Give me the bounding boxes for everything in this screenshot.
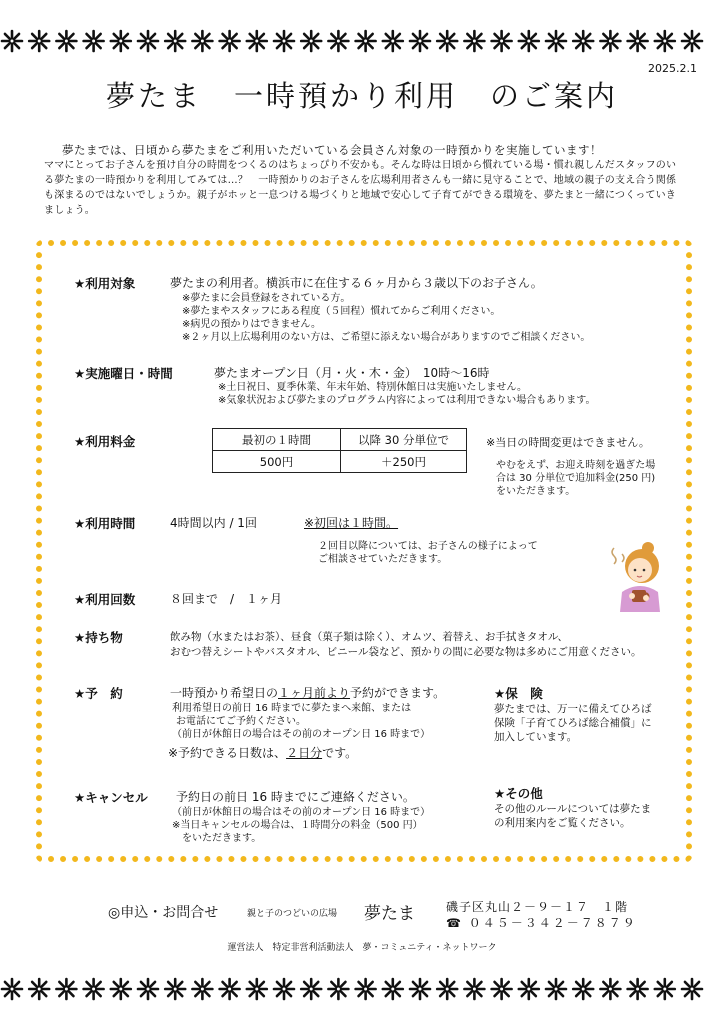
target-note: ※２ヶ月以上広場利用のない方は、ご希望に添えない場合がありますのでご相談ください。 (182, 332, 591, 343)
fee-heading: ★利用料金 (74, 434, 136, 449)
flower-ornament (192, 979, 212, 999)
schedule-note: ※土日祝日、夏季休業、年末年始、特別休館日は実施いたしません。 (218, 382, 527, 393)
flower-ornament (437, 31, 457, 51)
flower-ornament (600, 979, 620, 999)
address: 磯子区丸山２－９－１７ １階 (446, 900, 629, 914)
flower-ornament (2, 31, 22, 51)
reservation-note: お電話にてご予約ください。 (176, 716, 306, 727)
duration-note: ご相談させていただきます。 (318, 554, 448, 565)
issue-date: 2025.2.1 (648, 62, 697, 75)
flower-ornament (383, 31, 403, 51)
flower-ornament (220, 979, 240, 999)
schedule-notes (218, 381, 595, 407)
flower-ornament (247, 31, 267, 51)
fee-header-first-hour: 最初の１時間 (213, 429, 341, 451)
flower-ornament (138, 979, 158, 999)
target-note: ※夢たまやスタッフにある程度（５回程）慣れてからご利用ください。 (182, 306, 501, 317)
count-heading: ★利用回数 (74, 592, 136, 607)
reservation-days-pre: ※予約できる日数は、 (168, 746, 287, 760)
fee-value-additional: ＋250円 (341, 451, 467, 473)
duration-heading: ★利用時間 (74, 516, 136, 531)
reservation-text (170, 684, 445, 701)
fee-note-line: やむをえず、お迎え時刻を過ぎた場 (496, 460, 656, 471)
items-lines (170, 630, 641, 660)
other-line: その他のルールについては夢たま (494, 803, 652, 815)
flower-ornament (111, 979, 131, 999)
cancel-heading: ★キャンセル (74, 790, 148, 805)
reservation-text-underlined: １ヶ月前より (278, 686, 351, 700)
other-lines (494, 802, 651, 830)
insurance-line: 加入しています。 (494, 731, 578, 743)
target-note: ※夢たまに会員登録をされている方。 (182, 293, 351, 304)
flower-ornament (56, 979, 76, 999)
flower-ornament (383, 979, 403, 999)
schedule-heading: ★実施曜日・時間 (74, 366, 173, 381)
flower-ornament (356, 979, 376, 999)
other-line: の利用案内をご覧ください。 (494, 817, 631, 829)
flower-ornament (84, 31, 104, 51)
decorative-border-bottom (0, 976, 724, 1002)
duration-text: 4時間以内 / 1回 (170, 516, 257, 530)
flower-ornament (56, 31, 76, 51)
flower-ornament (464, 31, 484, 51)
flower-ornament (138, 31, 158, 51)
flower-ornament (492, 31, 512, 51)
contact-subtitle: 親と子のつどいの広場 (247, 909, 338, 919)
cancel-text: 予約日の前日 16 時までにご連絡ください。 (176, 790, 415, 804)
schedule-note: ※気象状況および夢たまのプログラム内容によっては利用できない場合もあります。 (218, 395, 596, 406)
reservation-days-post: です。 (322, 746, 358, 760)
other-heading: ★その他 (494, 786, 543, 801)
org-name: 夢たま (364, 904, 415, 924)
fee-note-line: をいただきます。 (496, 486, 576, 497)
fee-note-overtime (496, 459, 655, 498)
insurance-line: 夢たまでは、万一に備えてひろば (494, 703, 652, 715)
target-note: ※病児の預かりはできません。 (182, 319, 321, 330)
reservation-note: （前日が休館日の場合はその前のオープン日 16 時まで） (172, 729, 431, 740)
flower-ornament (165, 31, 185, 51)
contact-label: ◎申込・お問合せ (108, 905, 219, 921)
cancel-note: ※当日キャンセルの場合は、１時間分の料金（500 円） (172, 820, 423, 831)
flower-ornament (328, 31, 348, 51)
flower-ornament (464, 979, 484, 999)
count-text: ８回まで / １ヶ月 (170, 592, 283, 606)
flower-ornament (2, 979, 22, 999)
target-heading: ★利用対象 (74, 276, 136, 291)
woman-with-mug-illustration (604, 540, 676, 616)
flower-ornament (192, 31, 212, 51)
flower-ornament (573, 979, 593, 999)
items-line: おむつ替えシートやバスタオル、ビニール袋など、預かりの間に必要な物は多めにご用意ください。 (170, 646, 642, 658)
fee-table (212, 428, 467, 473)
items-heading: ★持ち物 (74, 630, 123, 645)
flower-ornament (410, 31, 430, 51)
reservation-text-post: 予約ができます。 (350, 686, 446, 700)
flower-ornament (274, 31, 294, 51)
flower-ornament (682, 31, 702, 51)
cancel-note: （前日が休館日の場合はその前のオープン日 16 時まで） (172, 807, 431, 818)
flower-ornament (220, 31, 240, 51)
flower-ornament (165, 979, 185, 999)
phone-number: ☎ ０４５－３４２－７８７９ (446, 916, 637, 930)
duration-notes (318, 540, 538, 566)
flower-ornament (356, 31, 376, 51)
flower-ornament (519, 31, 539, 51)
flower-ornament (437, 979, 457, 999)
cancel-notes (172, 806, 430, 845)
duration-note: ２回目以降については、お子さんの様子によって (318, 541, 538, 552)
target-notes (182, 292, 590, 344)
insurance-line: 保険「子育てひろば総合補償」に (494, 717, 652, 729)
intro-body: ママにとってお子さんを預け自分の時間をつくるのはちょっぴり不安かも。そんな時は日頃から慣れている場・慣れ親しんだスタッフのいる夢たまの一時預かりを利用してみては…？ 一時預かりのお子さんを広場利用者さんも一緒に見守ることで、地域の親子の支え合う関係も深まるのではないでしょうか。親子がホッと一息つける場づくりと地域で安心して子育てができる環境を、夢たまと一緒につくっていきましょう。 (44, 160, 677, 216)
fee-note-line: 合は 30 分単位で追加料金(250 円) (496, 473, 656, 484)
duration-first-note: ※初回は１時間。 (304, 516, 399, 530)
fee-value-first-hour: 500円 (213, 451, 341, 473)
reservation-note: 利用希望日の前日 16 時までに夢たまへ来館、または (172, 703, 412, 714)
flower-ornament (29, 979, 49, 999)
flower-ornament (29, 31, 49, 51)
fee-header-additional: 以降 30 分単位で (341, 429, 467, 451)
flower-ornament (628, 979, 648, 999)
insurance-lines (494, 702, 652, 744)
flower-ornament (492, 979, 512, 999)
reservation-heading: ★予 約 (74, 686, 123, 701)
flower-ornament (111, 31, 131, 51)
flower-ornament (519, 979, 539, 999)
fee-note-change: ※当日の時間変更はできません。 (486, 436, 650, 449)
flower-ornament (410, 979, 430, 999)
insurance-heading: ★保 険 (494, 686, 543, 701)
reservation-notes (172, 702, 430, 741)
reservation-text-pre: 一時預かり希望日の (170, 686, 279, 700)
flower-ornament (682, 979, 702, 999)
cancel-note: をいただきます。 (172, 833, 262, 844)
target-text: 夢たまの利用者。横浜市に在住する６ヶ月から３歳以下のお子さん。 (170, 276, 543, 290)
intro-lead: 夢たまでは、日頃から夢たまをご利用いただいている会員さん対象の一時預かりを実施しています！ (62, 143, 602, 157)
flower-ornament (546, 979, 566, 999)
flower-ornament (274, 979, 294, 999)
flower-ornament (600, 31, 620, 51)
flower-ornament (328, 979, 348, 999)
flower-ornament (247, 979, 267, 999)
flower-ornament (655, 979, 675, 999)
operator: 運営法人 特定非営利活動法人 夢・コミュニティ・ネットワーク (227, 943, 497, 953)
flower-ornament (301, 31, 321, 51)
flower-ornament (573, 31, 593, 51)
flower-ornament (546, 31, 566, 51)
flower-ornament (655, 31, 675, 51)
schedule-text: 夢たまオープン日（月・火・木・金） 10時～16時 (214, 366, 490, 380)
reservation-days-underlined: ２日分 (286, 746, 323, 760)
decorative-border-top (0, 28, 724, 54)
page-title: 夢たま 一時預かり利用 のご案内 (105, 79, 618, 113)
flower-ornament (84, 979, 104, 999)
flower-ornament (301, 979, 321, 999)
items-line: 飲み物（水またはお茶）、昼食（菓子類は除く）、オムツ、着替え、お手拭きタオル、 (170, 631, 569, 643)
flower-ornament (628, 31, 648, 51)
reservation-days (168, 744, 357, 761)
